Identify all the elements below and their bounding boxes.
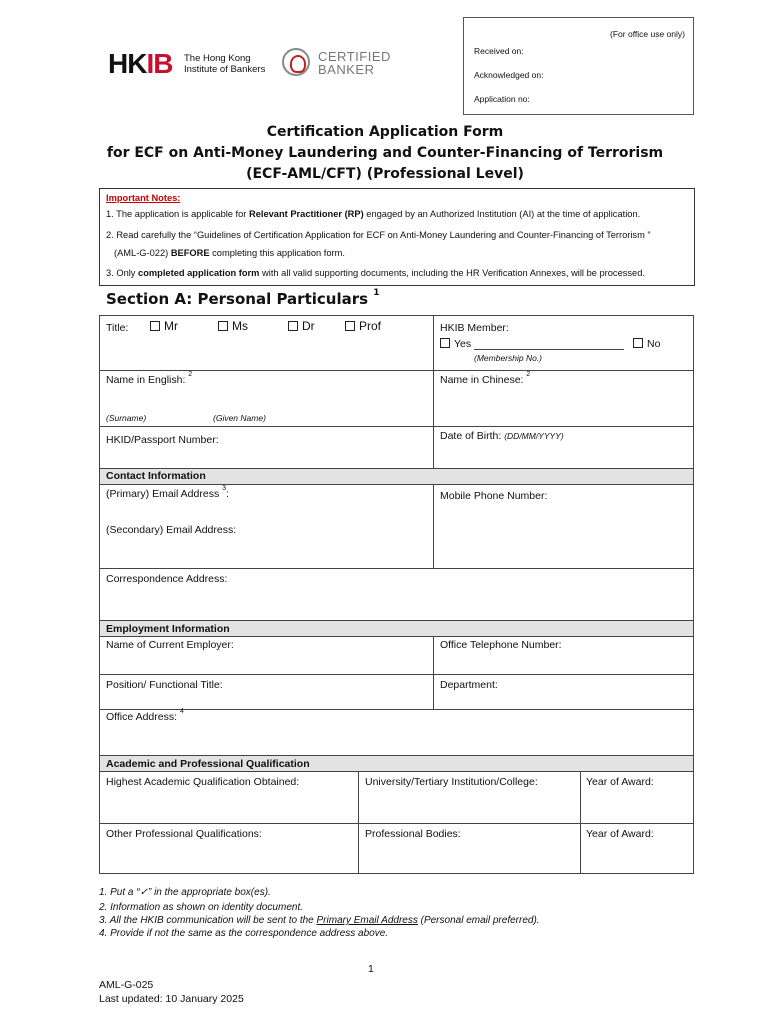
logo-institute-name: The Hong Kong Institute of Bankers: [184, 53, 266, 75]
position-label: Position/ Functional Title:: [106, 679, 223, 691]
row-divider: [100, 426, 693, 427]
secondary-email-label: (Secondary) Email Address:: [106, 524, 237, 536]
document-code: AML-G-025: [99, 979, 154, 991]
employer-label: Name of Current Employer:: [106, 639, 234, 651]
row-divider: [100, 636, 693, 637]
academic-heading: Academic and Professional Qualification: [106, 758, 310, 770]
received-on-label: Received on:: [474, 46, 524, 56]
hkib-member-no[interactable]: No: [633, 338, 660, 350]
row-divider: [100, 755, 693, 756]
section-a-heading: Section A: Personal Particulars $^1$: [106, 288, 380, 308]
notes-heading: Important Notes:: [106, 193, 181, 203]
contact-heading: Contact Information: [106, 470, 206, 482]
acknowledged-on-label: Acknowledged on:: [474, 70, 544, 80]
row-divider: [100, 484, 693, 485]
col-divider: [358, 771, 359, 873]
title-option-dr[interactable]: Dr: [288, 319, 315, 333]
logo-certified-banker: CERTIFIED BANKER: [318, 49, 391, 77]
department-label: Department:: [440, 679, 498, 691]
checkbox-icon[interactable]: [440, 338, 450, 348]
row-divider: [100, 771, 693, 772]
footnote-3: 3. All the HKIB communication will be sent to the Primary Email Address (Personal email preferred).: [99, 915, 540, 926]
checkbox-icon[interactable]: [150, 321, 160, 331]
note-1: 1. The application is applicable for Relevant Practitioner (RP) engaged by an Authorized Institution (AI) at the time of application.: [106, 209, 641, 219]
note-2: 2. Read carefully the “Guidelines of Certification Application for ECF on Anti-Money Laundering and Counter-Financing of Terrorism ”: [106, 230, 651, 240]
footnote-4: 4. Provide if not the same as the correspondence address above.: [99, 928, 389, 939]
page-number: 1: [368, 963, 374, 975]
application-no-label: Application no:: [474, 94, 530, 104]
year-award-label: Year of Award:: [586, 776, 654, 788]
primary-email-label: (Primary) Email Address $^3$:: [106, 485, 229, 500]
col-divider: [433, 484, 434, 568]
office-use-box: [463, 17, 694, 115]
other-qual-label: Other Professional Qualifications:: [106, 828, 262, 840]
office-tel-label: Office Telephone Number:: [440, 639, 562, 651]
university-label: University/Tertiary Institution/College:: [365, 776, 538, 788]
footnote-1: 1. Put a “✓” in the appropriate box(es).: [99, 887, 271, 898]
title-label: Title:: [106, 322, 129, 334]
hkid-label: HKID/Passport Number:: [106, 434, 219, 446]
office-use-label: (For office use only): [610, 29, 685, 39]
name-english-label: Name in English: $^2$: [106, 371, 193, 386]
row-divider: [100, 674, 693, 675]
year-award-label-2: Year of Award:: [586, 828, 654, 840]
membership-no-line[interactable]: [474, 349, 624, 350]
row-divider: [100, 468, 693, 469]
checkbox-icon[interactable]: [288, 321, 298, 331]
hkib-logo: [102, 38, 394, 90]
correspondence-label: Correspondence Address:: [106, 573, 228, 585]
dob-label: Date of Birth: (DD/MM/YYYY): [440, 430, 564, 442]
note-3: 3. Only completed application form with all valid supporting documents, including the HR Verification Annexes, will be processed.: [106, 268, 645, 278]
col-divider: [433, 316, 434, 468]
office-address-label: Office Address: $^4$: [106, 708, 184, 723]
prof-bodies-label: Professional Bodies:: [365, 828, 461, 840]
row-divider: [100, 568, 693, 569]
row-divider: [100, 620, 693, 621]
col-divider: [433, 636, 434, 709]
form-title: Certification Application Form: [266, 124, 504, 140]
checkbox-icon[interactable]: [633, 338, 643, 348]
title-option-prof[interactable]: Prof: [345, 319, 381, 333]
important-notes-box: [99, 188, 695, 286]
mobile-label: Mobile Phone Number:: [440, 490, 548, 502]
row-divider: [100, 823, 693, 824]
name-chinese-label: Name in Chinese: $^2$: [440, 371, 531, 386]
logo-hk-text: HKIB: [108, 48, 173, 79]
row-divider: [100, 709, 693, 710]
title-option-mr[interactable]: Mr: [150, 319, 178, 333]
footnote-2: 2. Information as shown on identity document.: [99, 902, 304, 913]
certified-banker-seal-icon: [282, 48, 310, 76]
hkib-member-yes[interactable]: Yes: [440, 338, 471, 350]
last-updated: Last updated: 10 January 2025: [99, 993, 244, 1005]
surname-hint: (Surname): [106, 413, 147, 423]
title-option-ms[interactable]: Ms: [218, 319, 248, 333]
col-divider: [580, 771, 581, 873]
membership-no-hint: (Membership No.): [474, 353, 543, 363]
checkbox-icon[interactable]: [218, 321, 228, 331]
checkbox-icon[interactable]: [345, 321, 355, 331]
given-name-hint: (Given Name): [213, 413, 266, 423]
note-2-cont: (AML-G-022) BEFORE completing this application form.: [114, 248, 345, 258]
form-level: (ECF-AML/CFT) (Professional Level): [246, 166, 524, 182]
hkib-member-label: HKIB Member:: [440, 322, 509, 334]
employment-heading: Employment Information: [106, 623, 230, 635]
highest-qual-label: Highest Academic Qualification Obtained:: [106, 776, 300, 788]
personal-particulars-table: [99, 315, 694, 874]
form-subtitle: for ECF on Anti-Money Laundering and Counter-Financing of Terrorism: [106, 145, 664, 161]
